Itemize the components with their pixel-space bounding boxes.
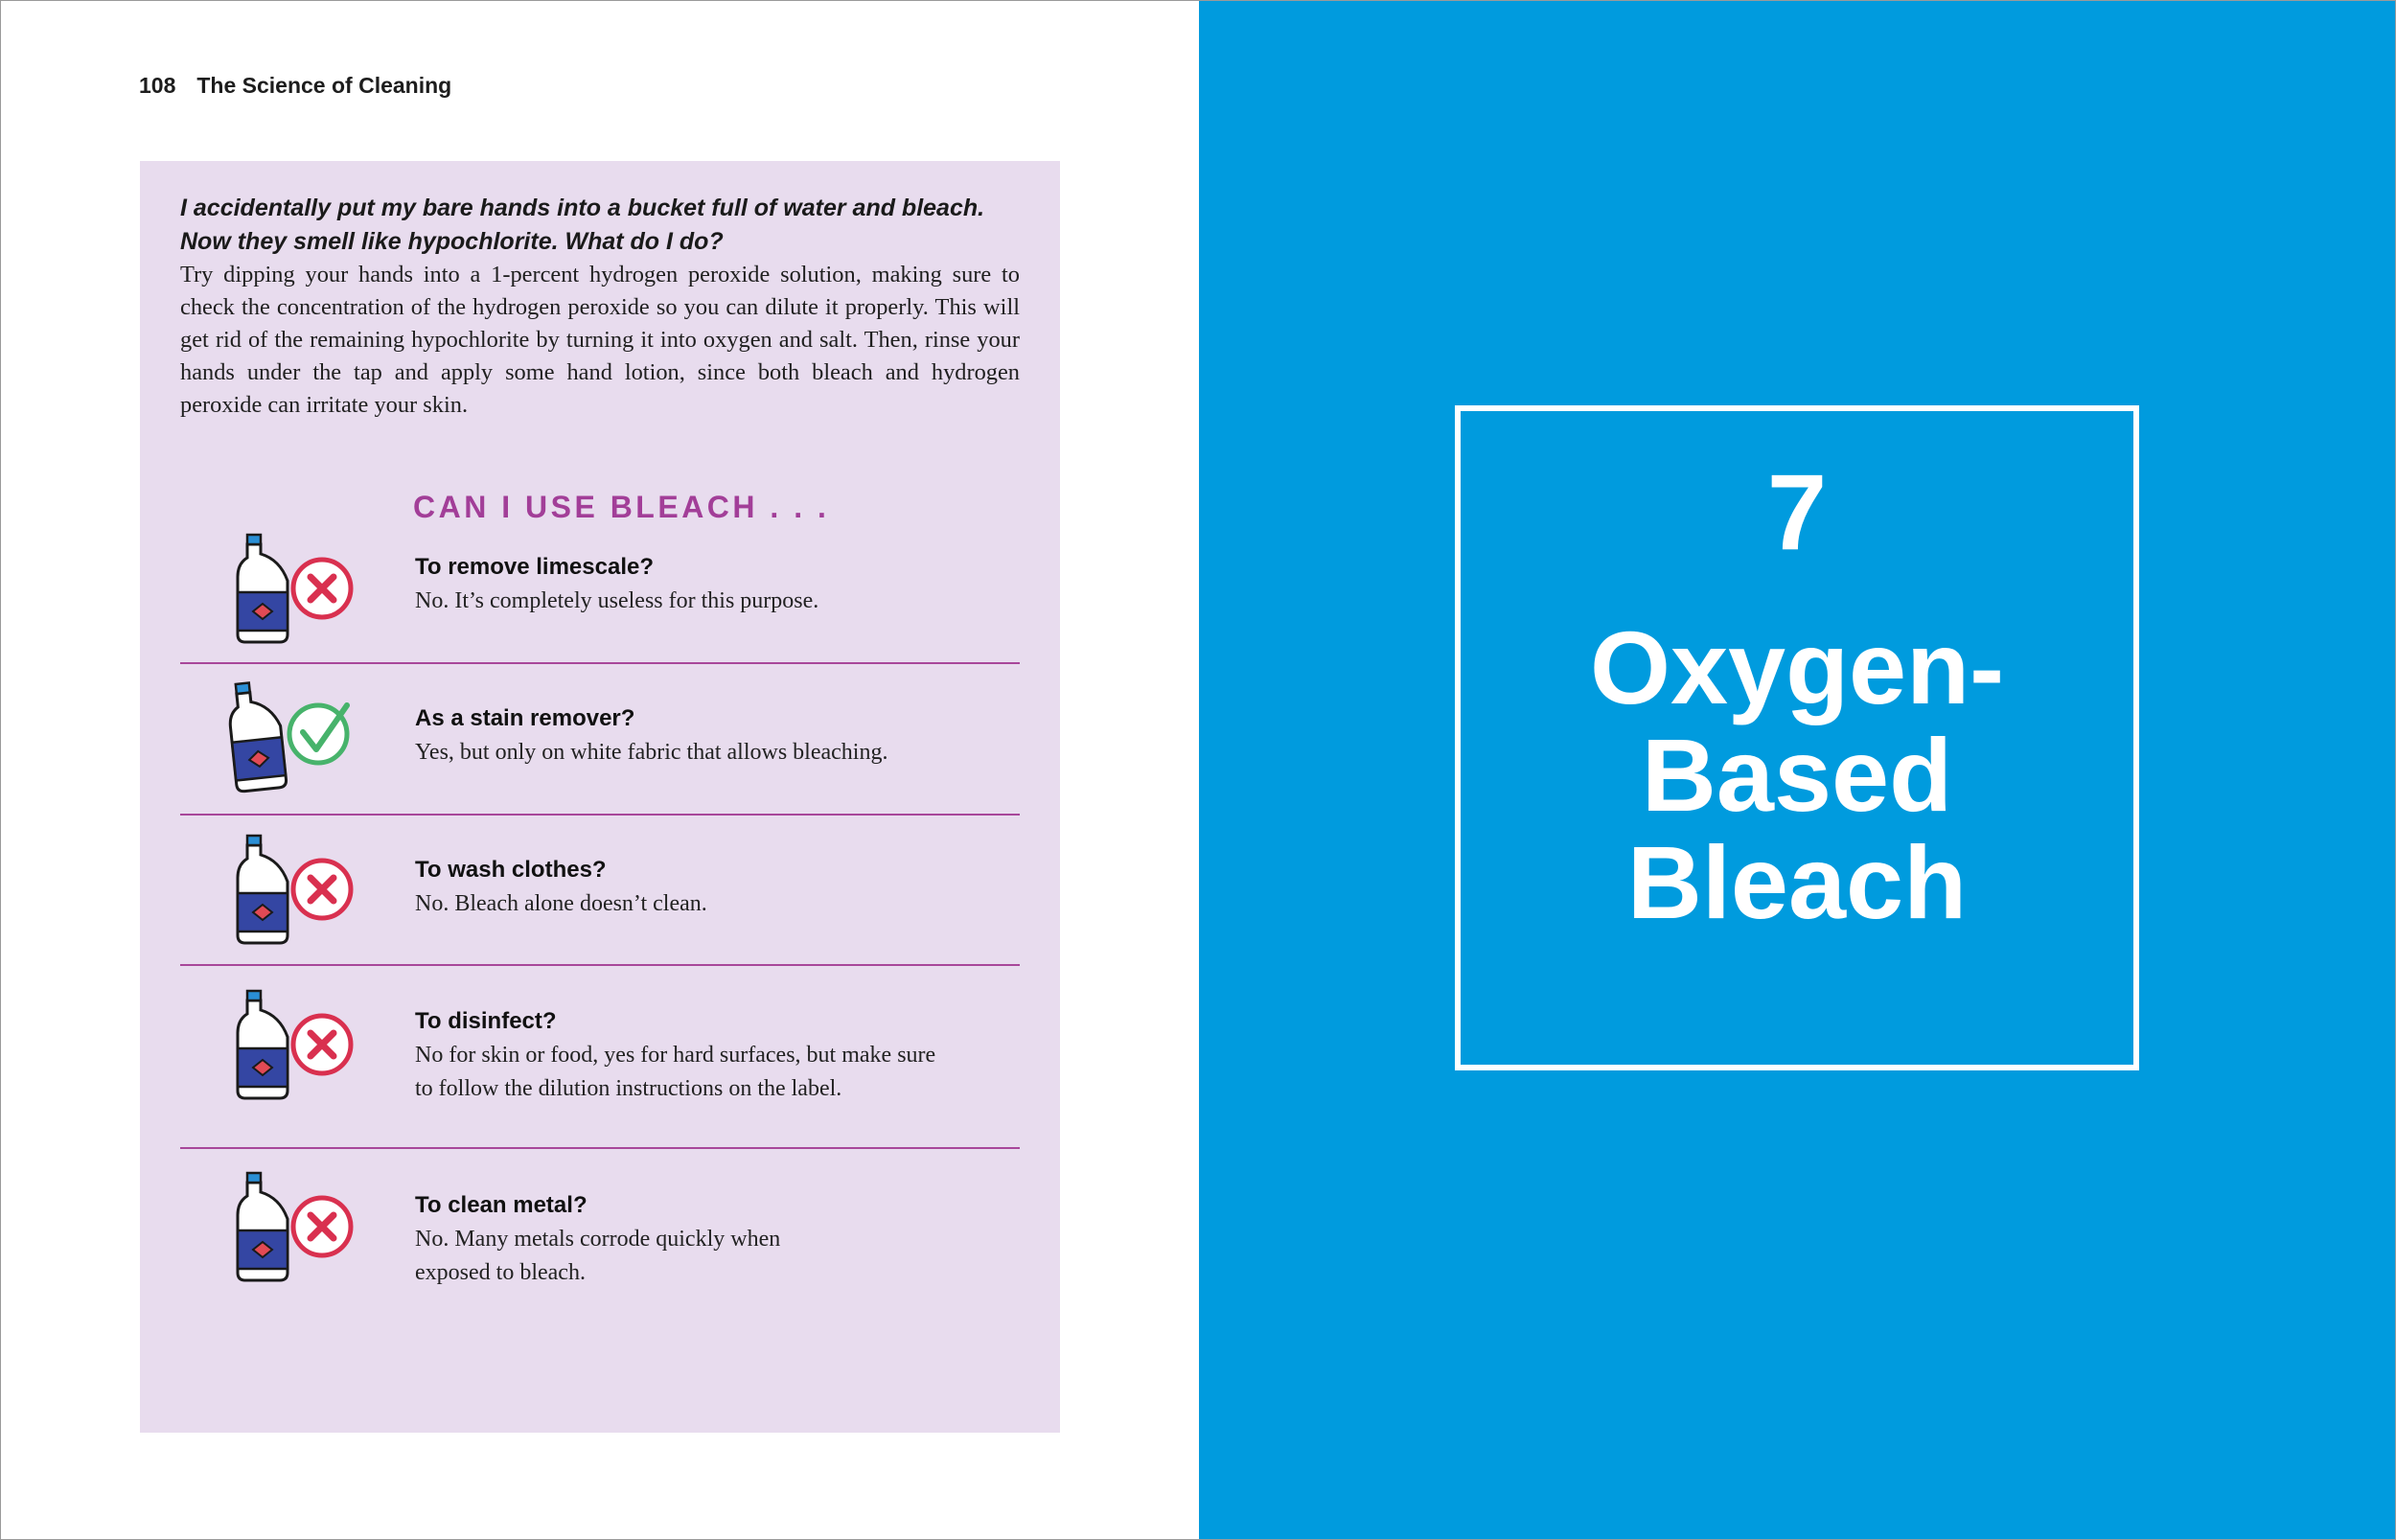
divider xyxy=(180,814,1020,816)
red-x-circle-icon xyxy=(284,832,360,947)
item-body: No for skin or food, yes for hard surfaces, but make sure to follow the dilution instructions on the label. xyxy=(415,1043,936,1101)
red-x-circle-icon xyxy=(284,531,360,646)
item-title: To disinfect? xyxy=(415,1008,557,1034)
chapter-title-line: Oxygen- xyxy=(1589,609,2005,725)
chapter-title-line: Bleach xyxy=(1626,824,1968,940)
item-body: Yes, but only on white fabric that allows bleaching. xyxy=(415,740,888,765)
sidebar-answer: Try dipping your hands into a 1-percent hydrogen peroxide solution, making sure to check the concentration of the hydrogen peroxide so you can dilute it properly. This will get rid of the remaining hypochlorite by turning it into oxygen and salt. Then, rinse your hands under the tap and apply some hand lotion, since both bleach and hydrogen peroxide can irritate your skin. xyxy=(180,262,1020,418)
divider xyxy=(180,1147,1020,1149)
green-check-icon xyxy=(280,677,366,792)
question-line: Now they smell like hypochlorite. What do I do? xyxy=(180,228,724,255)
book-title: The Science of Cleaning xyxy=(196,73,452,98)
item-body: No. Bleach alone doesn’t clean. xyxy=(415,891,707,916)
item-title: To clean metal? xyxy=(415,1192,587,1218)
red-x-circle-icon xyxy=(284,987,360,1102)
item-body: No. Many metals corrode quickly when exposed to bleach. xyxy=(415,1227,781,1285)
item-title: To wash clothes? xyxy=(415,857,607,883)
red-x-circle-icon xyxy=(284,1169,360,1284)
item-body: No. It’s completely useless for this purpose. xyxy=(415,588,819,613)
section-heading: CAN I USE BLEACH . . . xyxy=(413,490,830,524)
item-title: As a stain remover? xyxy=(415,705,635,731)
chapter-number: 7 xyxy=(1766,452,1828,572)
chapter-title xyxy=(1461,609,2133,940)
sidebar-box xyxy=(140,161,1060,1433)
sidebar-question xyxy=(180,192,1020,259)
qa-block xyxy=(180,192,1020,422)
question-line: I accidentally put my bare hands into a bucket full of water and bleach. xyxy=(180,195,985,221)
chapter-opener-frame xyxy=(1455,405,2139,1070)
page-number: 108 xyxy=(139,73,176,98)
divider xyxy=(180,964,1020,966)
chapter-title-line: Based xyxy=(1641,717,1953,833)
divider xyxy=(180,662,1020,664)
right-page xyxy=(1199,0,2396,1540)
running-head xyxy=(139,73,451,99)
item-title: To remove limescale? xyxy=(415,554,654,580)
